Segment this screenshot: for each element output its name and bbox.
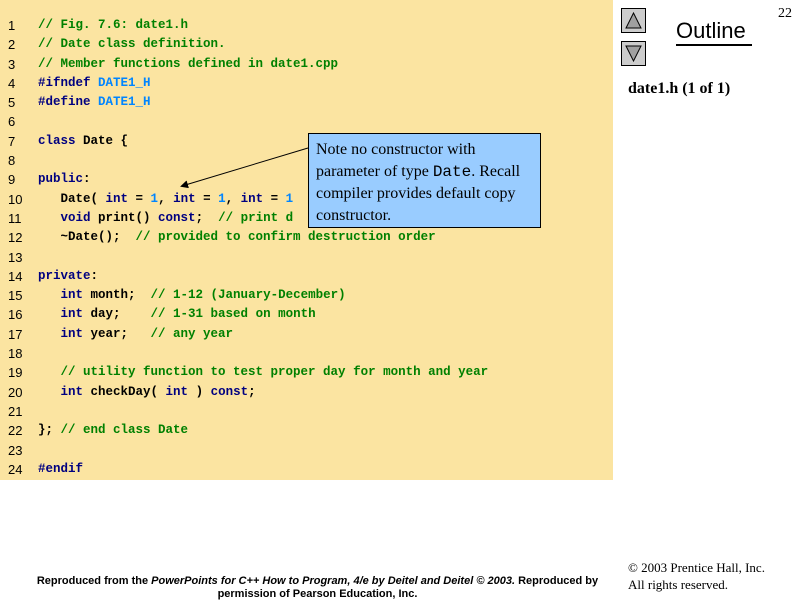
page-number: 22 (778, 6, 792, 21)
line-number: 15 (8, 288, 23, 304)
code-token: = (195, 191, 219, 206)
line-number: 5 (8, 95, 16, 111)
code-token: checkDay( (83, 384, 166, 399)
code-token: class (38, 133, 84, 148)
code-token: // Date class definition. (38, 37, 226, 52)
code-token: ; (248, 384, 256, 399)
line-number: 8 (8, 153, 16, 169)
line-number: 24 (8, 461, 23, 477)
code-token: #endif (38, 461, 84, 476)
line-number: 13 (8, 249, 23, 265)
line-number: 1 (8, 18, 16, 33)
code-token: year; (83, 326, 151, 341)
up-triangle-icon (625, 12, 642, 29)
code-token: , (225, 191, 241, 206)
code-token: // utility function to test proper day for month and year (60, 365, 489, 380)
footer-credit (30, 575, 605, 601)
code-token: private (38, 268, 91, 283)
code-token: const (158, 210, 196, 225)
footer-prefix: Reproduced from the (36, 575, 152, 587)
code-token: ; (195, 210, 219, 225)
line-number: 12 (8, 230, 23, 246)
footer-title: PowerPoints for C++ How to Program, 4/e by Deitel and Deitel © 2003. (151, 575, 516, 587)
copyright-line-2: All rights reserved. (628, 577, 729, 592)
line-number: 3 (8, 56, 16, 72)
code-token: }; (38, 423, 61, 438)
line-number: 16 (8, 307, 23, 323)
code-token: // provided to confirm destruction order (135, 230, 436, 245)
code-token: // any year (150, 326, 234, 341)
copyright (628, 559, 765, 593)
code-token: #ifndef (38, 75, 99, 90)
line-number: 17 (8, 326, 23, 342)
next-slide-button[interactable] (621, 41, 646, 66)
code-token: = (263, 191, 286, 206)
code-token: int (60, 288, 84, 303)
callout-text-2: . (471, 162, 476, 180)
line-number: 7 (8, 133, 16, 149)
previous-slide-button[interactable] (621, 8, 646, 33)
file-label: date1.h (1 of 1) (628, 80, 731, 97)
code-token: int (60, 326, 84, 341)
callout-code: Date (432, 162, 472, 181)
line-number: 9 (8, 172, 16, 188)
code-token: int (60, 384, 84, 399)
code-token: Date { (83, 133, 129, 148)
callout-text-1: Note no constructor with parameter of type (316, 141, 476, 180)
code-token: int (165, 384, 189, 399)
code-token: DATE1_H (98, 75, 151, 90)
callout-arrow (182, 148, 308, 186)
code-token: int (105, 191, 129, 206)
code-token: , (158, 191, 174, 206)
code-token: month; (83, 288, 151, 303)
code-token: public (38, 172, 84, 187)
code-token: ~Date(); (38, 230, 136, 245)
code-token: // Member functions defined in date1.cpp (38, 56, 339, 71)
copyright-line-1: © 2003 Prentice Hall, Inc. (628, 560, 765, 575)
code-token: = (128, 191, 151, 206)
line-number: 6 (8, 114, 16, 130)
code-token: 1 (218, 191, 226, 206)
line-number: 4 (8, 75, 16, 91)
code-token: ) (188, 384, 211, 399)
code-token: // 1-12 (January-December) (150, 288, 346, 303)
callout-line-2: Recall compiler provides default copy constructor. (316, 162, 521, 224)
line-number: 10 (8, 191, 23, 207)
line-number: 2 (8, 37, 16, 53)
line-number: 23 (8, 442, 23, 458)
code-token: int (173, 191, 196, 206)
code-token: const (210, 384, 249, 399)
code-token: int (60, 307, 84, 322)
code-token: 1 (150, 191, 159, 206)
line-number: 18 (8, 346, 23, 362)
code-token: // Fig. 7.6: date1.h (38, 18, 189, 32)
line-number: 14 (8, 268, 23, 284)
line-number: 11 (8, 210, 22, 226)
line-number: 22 (8, 423, 23, 439)
code-token: day; (83, 307, 151, 322)
code-token: #define (38, 95, 99, 110)
code-token: Date( (38, 191, 106, 206)
outline-title: Outline (676, 18, 746, 43)
code-token: : (83, 172, 91, 187)
line-number: 21 (8, 403, 23, 419)
footer-suffix: Reproduced by permission of Pearson Education, Inc. (217, 575, 599, 600)
outline-underline (676, 44, 752, 46)
code-token: : (90, 268, 99, 283)
code-token: // end class Date (60, 423, 189, 438)
code-token: 1 (285, 191, 294, 206)
code-token: void (60, 210, 91, 225)
line-number: 20 (8, 384, 23, 400)
line-number: 19 (8, 365, 23, 381)
note-callout (308, 133, 541, 228)
code-token: int (240, 191, 264, 206)
code-token: DATE1_H (98, 95, 151, 110)
code-token: print() (90, 210, 159, 225)
down-triangle-icon (625, 45, 642, 62)
code-token: // print d (218, 210, 294, 225)
code-token: // 1-31 based on month (150, 307, 316, 322)
